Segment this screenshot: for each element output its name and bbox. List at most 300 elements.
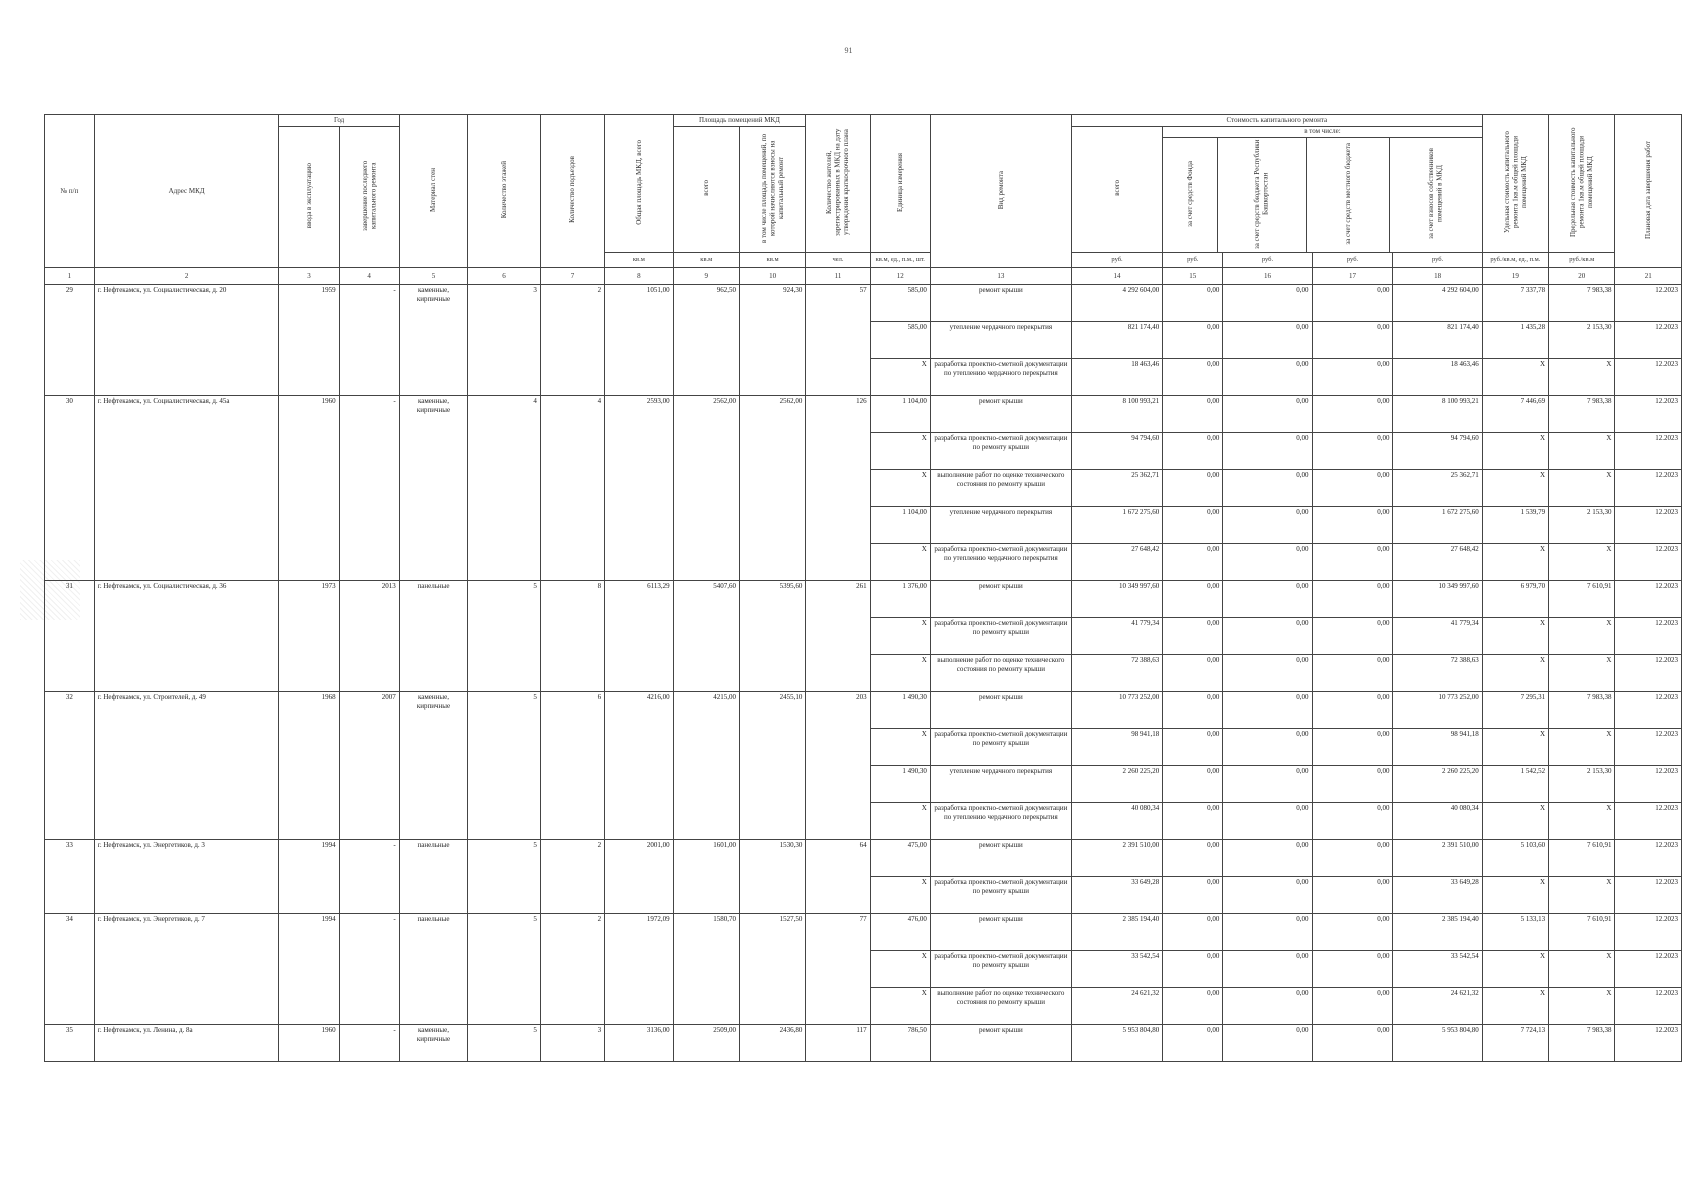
column-number: 14 — [1071, 268, 1162, 285]
cost-local-budget: 0,00 — [1312, 692, 1393, 729]
cost-local-budget: 0,00 — [1312, 322, 1393, 359]
column-number: 6 — [468, 268, 541, 285]
wall-material: каменные, кирпичные — [399, 692, 467, 840]
cost-total: 5 953 804,80 — [1071, 1025, 1162, 1062]
cost-local-budget: 0,00 — [1312, 433, 1393, 470]
work-unit: 786,50 — [870, 1025, 930, 1062]
cost-rb-budget: 0,00 — [1223, 581, 1312, 618]
cost-total: 94 794,60 — [1071, 433, 1162, 470]
fee-area: 5395,60 — [739, 581, 805, 692]
limit-cost: X — [1549, 951, 1615, 988]
page-number: 91 — [844, 46, 853, 55]
column-number: 13 — [930, 268, 1071, 285]
limit-cost: 7 983,38 — [1549, 396, 1615, 433]
limit-cost: X — [1549, 655, 1615, 692]
cost-total: 4 292 604,00 — [1071, 285, 1162, 322]
unit-owners: руб. — [1393, 253, 1482, 268]
column-number: 11 — [806, 268, 870, 285]
plan-date: 12.2023 — [1615, 470, 1682, 507]
cost-rb-budget: 0,00 — [1223, 1025, 1312, 1062]
plan-date: 12.2023 — [1615, 507, 1682, 544]
cost-fund: 0,00 — [1163, 544, 1223, 581]
limit-cost: X — [1549, 729, 1615, 766]
repair-type: выполнение работ по оценке технического состояния по ремонту крыши — [930, 470, 1071, 507]
year-built: 1960 — [279, 396, 339, 581]
cost-rb-budget: 0,00 — [1223, 359, 1312, 396]
cost-owners: 18 463,46 — [1393, 359, 1482, 396]
specific-cost: 5 133,13 — [1482, 914, 1548, 951]
cost-local-budget: 0,00 — [1312, 951, 1393, 988]
specific-cost: X — [1482, 470, 1548, 507]
cost-fund: 0,00 — [1163, 1025, 1223, 1062]
table-row — [45, 396, 1682, 433]
cost-fund: 0,00 — [1163, 840, 1223, 877]
cost-total: 33 649,28 — [1071, 877, 1162, 914]
cost-rb-budget: 0,00 — [1223, 433, 1312, 470]
premises-area: 1601,00 — [673, 840, 739, 914]
column-number-row — [45, 268, 1682, 285]
last-repair-year: 2007 — [339, 692, 399, 840]
work-unit: X — [870, 359, 930, 396]
specific-cost: X — [1482, 988, 1548, 1025]
table-row — [45, 581, 1682, 618]
hdr-area-all: всего — [673, 126, 739, 253]
last-repair-year: - — [339, 396, 399, 581]
year-built: 1973 — [279, 581, 339, 692]
unit-measure: кв.м, ед., п.м., шт. — [870, 253, 930, 268]
limit-cost: 7 610,91 — [1549, 914, 1615, 951]
specific-cost: 1 542,52 — [1482, 766, 1548, 803]
wall-material: панельные — [399, 581, 467, 692]
cost-fund: 0,00 — [1163, 655, 1223, 692]
cost-rb-budget: 0,00 — [1223, 877, 1312, 914]
column-number: 20 — [1549, 268, 1615, 285]
cost-rb-budget: 0,00 — [1223, 470, 1312, 507]
plan-date: 12.2023 — [1615, 581, 1682, 618]
specific-cost: 7 446,69 — [1482, 396, 1548, 433]
unit-total-area: кв.м — [605, 253, 673, 268]
residents-count: 126 — [806, 396, 870, 581]
table-row — [45, 914, 1682, 951]
limit-cost: X — [1549, 803, 1615, 840]
year-built: 1960 — [279, 1025, 339, 1062]
column-number: 3 — [279, 268, 339, 285]
limit-cost: X — [1549, 470, 1615, 507]
wall-material: панельные — [399, 840, 467, 914]
limit-cost: X — [1549, 618, 1615, 655]
specific-cost: X — [1482, 877, 1548, 914]
column-number: 9 — [673, 268, 739, 285]
cost-fund: 0,00 — [1163, 507, 1223, 544]
cost-rb-budget: 0,00 — [1223, 951, 1312, 988]
hdr-unit: Единица измерения — [870, 115, 930, 253]
repair-type: разработка проектно-сметной документации по ремонту крыши — [930, 618, 1071, 655]
cost-fund: 0,00 — [1163, 470, 1223, 507]
cost-total: 1 672 275,60 — [1071, 507, 1162, 544]
cost-owners: 41 779,34 — [1393, 618, 1482, 655]
residents-count: 203 — [806, 692, 870, 840]
year-built: 1994 — [279, 840, 339, 914]
cost-owners: 72 388,63 — [1393, 655, 1482, 692]
cost-rb-budget: 0,00 — [1223, 692, 1312, 729]
plan-date: 12.2023 — [1615, 655, 1682, 692]
hdr-fund: за счет средств Фонда — [1185, 160, 1194, 227]
entrances-count: 3 — [540, 1025, 604, 1062]
unit-rb: руб. — [1223, 253, 1312, 268]
cost-total: 821 174,40 — [1071, 322, 1162, 359]
specific-cost: 1 539,79 — [1482, 507, 1548, 544]
cost-owners: 4 292 604,00 — [1393, 285, 1482, 322]
work-unit: 585,00 — [870, 322, 930, 359]
wall-material: каменные, кирпичные — [399, 285, 467, 396]
floors-count: 5 — [468, 692, 541, 840]
cost-local-budget: 0,00 — [1312, 840, 1393, 877]
cost-local-budget: 0,00 — [1312, 655, 1393, 692]
column-number: 1 — [45, 268, 95, 285]
hdr-plan-date: Плановая дата завершения работ — [1615, 115, 1682, 268]
plan-date: 12.2023 — [1615, 285, 1682, 322]
work-unit: X — [870, 433, 930, 470]
work-unit: 1 490,30 — [870, 766, 930, 803]
cost-total: 40 080,34 — [1071, 803, 1162, 840]
cost-owners: 2 391 510,00 — [1393, 840, 1482, 877]
floors-count: 3 — [468, 285, 541, 396]
residents-count: 261 — [806, 581, 870, 692]
work-unit: 1 104,00 — [870, 396, 930, 433]
cost-rb-budget: 0,00 — [1223, 285, 1312, 322]
fee-area: 2455,10 — [739, 692, 805, 840]
total-area: 4216,00 — [605, 692, 673, 840]
cost-local-budget: 0,00 — [1312, 988, 1393, 1025]
hdr-cost-group: Стоимость капитального ремонта — [1071, 115, 1482, 127]
column-number: 17 — [1312, 268, 1393, 285]
plan-date: 12.2023 — [1615, 988, 1682, 1025]
premises-area: 2509,00 — [673, 1025, 739, 1062]
fee-area: 924,30 — [739, 285, 805, 396]
wall-material: каменные, кирпичные — [399, 396, 467, 581]
residents-count: 64 — [806, 840, 870, 914]
building-address: г. Нефтекамск, ул. Социалистическая, д. 20 — [94, 285, 279, 396]
cost-local-budget: 0,00 — [1312, 914, 1393, 951]
cost-rb-budget: 0,00 — [1223, 840, 1312, 877]
hdr-entrances: Количество подъездов — [540, 115, 604, 268]
limit-cost: 7 983,38 — [1549, 1025, 1615, 1062]
cost-fund: 0,00 — [1163, 359, 1223, 396]
specific-cost: X — [1482, 618, 1548, 655]
specific-cost: 5 103,60 — [1482, 840, 1548, 877]
entrances-count: 2 — [540, 285, 604, 396]
entrances-count: 4 — [540, 396, 604, 581]
cost-fund: 0,00 — [1163, 877, 1223, 914]
residents-count: 117 — [806, 1025, 870, 1062]
cost-fund: 0,00 — [1163, 729, 1223, 766]
work-unit: 475,00 — [870, 840, 930, 877]
repair-type: ремонт крыши — [930, 1025, 1071, 1062]
floors-count: 5 — [468, 840, 541, 914]
floors-count: 5 — [468, 914, 541, 1025]
limit-cost: 7 983,38 — [1549, 692, 1615, 729]
hdr-rb-budget: за счет средств бюджета Республики Башкортостан — [1253, 138, 1270, 249]
last-repair-year: - — [339, 840, 399, 914]
hdr-year-group: Год — [279, 115, 399, 127]
premises-area: 962,50 — [673, 285, 739, 396]
plan-date: 12.2023 — [1615, 692, 1682, 729]
unit-specific: руб./кв.м, ед., п.м. — [1482, 253, 1548, 268]
building-number: 30 — [45, 396, 95, 581]
work-unit: X — [870, 470, 930, 507]
cost-local-budget: 0,00 — [1312, 544, 1393, 581]
unit-limit: руб./кв.м — [1549, 253, 1615, 268]
entrances-count: 8 — [540, 581, 604, 692]
unit-residents: чел. — [806, 253, 870, 268]
work-unit: X — [870, 877, 930, 914]
repair-type: выполнение работ по оценке технического состояния по ремонту крыши — [930, 655, 1071, 692]
specific-cost: X — [1482, 544, 1548, 581]
column-number: 15 — [1163, 268, 1223, 285]
plan-date: 12.2023 — [1615, 396, 1682, 433]
cost-rb-budget: 0,00 — [1223, 914, 1312, 951]
entrances-count: 2 — [540, 840, 604, 914]
unit-local: руб. — [1312, 253, 1393, 268]
year-built: 1959 — [279, 285, 339, 396]
limit-cost: X — [1549, 877, 1615, 914]
cost-local-budget: 0,00 — [1312, 359, 1393, 396]
building-address: г. Нефтекамск, ул. Энергетиков, д. 7 — [94, 914, 279, 1025]
cost-rb-budget: 0,00 — [1223, 655, 1312, 692]
year-built: 1968 — [279, 692, 339, 840]
limit-cost: X — [1549, 544, 1615, 581]
plan-date: 12.2023 — [1615, 729, 1682, 766]
repair-type: разработка проектно-сметной документации по ремонту крыши — [930, 877, 1071, 914]
premises-area: 2562,00 — [673, 396, 739, 581]
total-area: 2593,00 — [605, 396, 673, 581]
hdr-year-built: ввода в эксплуатацию — [279, 126, 339, 268]
cost-rb-budget: 0,00 — [1223, 322, 1312, 359]
cost-total: 10 349 997,60 — [1071, 581, 1162, 618]
table-row — [45, 840, 1682, 877]
cost-local-budget: 0,00 — [1312, 729, 1393, 766]
specific-cost: 7 337,78 — [1482, 285, 1548, 322]
repair-type: разработка проектно-сметной документации по утеплению чердачного перекрытия — [930, 803, 1071, 840]
cost-fund: 0,00 — [1163, 692, 1223, 729]
repair-type: разработка проектно-сметной документации по утеплению чердачного перекрытия — [930, 544, 1071, 581]
cost-owners: 25 362,71 — [1393, 470, 1482, 507]
column-number: 7 — [540, 268, 604, 285]
cost-rb-budget: 0,00 — [1223, 396, 1312, 433]
specific-cost: X — [1482, 655, 1548, 692]
cost-local-budget: 0,00 — [1312, 507, 1393, 544]
cost-fund: 0,00 — [1163, 581, 1223, 618]
cost-rb-budget: 0,00 — [1223, 988, 1312, 1025]
hdr-repair-type: Вид ремонта — [930, 115, 1071, 268]
cost-fund: 0,00 — [1163, 914, 1223, 951]
cost-owners: 1 672 275,60 — [1393, 507, 1482, 544]
repair-type: ремонт крыши — [930, 396, 1071, 433]
hdr-area-fee: в том числе площадь помещений, по которой начисляются взносы на капитальный ремонт — [739, 126, 805, 253]
cost-owners: 2 385 194,40 — [1393, 914, 1482, 951]
cost-fund: 0,00 — [1163, 322, 1223, 359]
cost-total: 25 362,71 — [1071, 470, 1162, 507]
hdr-no: № п/п — [45, 115, 95, 268]
cost-fund: 0,00 — [1163, 285, 1223, 322]
cost-total: 33 542,54 — [1071, 951, 1162, 988]
cost-owners: 33 649,28 — [1393, 877, 1482, 914]
cost-total: 2 391 510,00 — [1071, 840, 1162, 877]
column-number: 18 — [1393, 268, 1482, 285]
work-unit: X — [870, 803, 930, 840]
cost-owners: 33 542,54 — [1393, 951, 1482, 988]
cost-owners: 8 100 993,21 — [1393, 396, 1482, 433]
cost-owners: 40 080,34 — [1393, 803, 1482, 840]
repair-type: разработка проектно-сметной документации по ремонту крыши — [930, 433, 1071, 470]
plan-date: 12.2023 — [1615, 433, 1682, 470]
floors-count: 5 — [468, 581, 541, 692]
year-built: 1994 — [279, 914, 339, 1025]
building-number: 35 — [45, 1025, 95, 1062]
repair-type: ремонт крыши — [930, 285, 1071, 322]
wall-material: каменные, кирпичные — [399, 1025, 467, 1062]
table-row — [45, 285, 1682, 322]
plan-date: 12.2023 — [1615, 618, 1682, 655]
cost-local-budget: 0,00 — [1312, 766, 1393, 803]
cost-local-budget: 0,00 — [1312, 877, 1393, 914]
cost-total: 41 779,34 — [1071, 618, 1162, 655]
repair-type: разработка проектно-сметной документации по ремонту крыши — [930, 729, 1071, 766]
entrances-count: 6 — [540, 692, 604, 840]
cost-rb-budget: 0,00 — [1223, 507, 1312, 544]
work-unit: 1 104,00 — [870, 507, 930, 544]
cost-owners: 10 773 252,00 — [1393, 692, 1482, 729]
plan-date: 12.2023 — [1615, 840, 1682, 877]
repair-type: ремонт крыши — [930, 840, 1071, 877]
hdr-residents: Количество жителей, зарегистрированных в МКД на дату утверждения краткосрочного плана — [806, 115, 870, 253]
floors-count: 4 — [468, 396, 541, 581]
repair-type: утепление чердачного перекрытия — [930, 322, 1071, 359]
repair-type: утепление чердачного перекрытия — [930, 766, 1071, 803]
repair-type: ремонт крыши — [930, 692, 1071, 729]
column-number: 4 — [339, 268, 399, 285]
cost-fund: 0,00 — [1163, 396, 1223, 433]
cost-local-budget: 0,00 — [1312, 803, 1393, 840]
last-repair-year: 2013 — [339, 581, 399, 692]
work-unit: X — [870, 951, 930, 988]
work-unit: 476,00 — [870, 914, 930, 951]
work-unit: X — [870, 729, 930, 766]
total-area: 1972,09 — [605, 914, 673, 1025]
cost-owners: 24 621,32 — [1393, 988, 1482, 1025]
cost-fund: 0,00 — [1163, 618, 1223, 655]
work-unit: X — [870, 618, 930, 655]
cost-local-budget: 0,00 — [1312, 396, 1393, 433]
specific-cost: X — [1482, 951, 1548, 988]
cost-total: 10 773 252,00 — [1071, 692, 1162, 729]
repair-type: утепление чердачного перекрытия — [930, 507, 1071, 544]
cost-fund: 0,00 — [1163, 766, 1223, 803]
hdr-owners: за счет взносов собственников помещений в МКД — [1427, 148, 1444, 239]
hdr-local-budget: за счет средств местного бюджета — [1343, 142, 1352, 245]
work-unit: X — [870, 544, 930, 581]
building-address: г. Нефтекамск, ул. Ленина, д. 8а — [94, 1025, 279, 1062]
cost-total: 8 100 993,21 — [1071, 396, 1162, 433]
limit-cost: 2 153,30 — [1549, 507, 1615, 544]
repair-type: разработка проектно-сметной документации по утеплению чердачного перекрытия — [930, 359, 1071, 396]
total-area: 1051,00 — [605, 285, 673, 396]
work-unit: 1 490,30 — [870, 692, 930, 729]
cost-local-budget: 0,00 — [1312, 581, 1393, 618]
cost-total: 27 648,42 — [1071, 544, 1162, 581]
plan-date: 12.2023 — [1615, 359, 1682, 396]
cost-owners: 821 174,40 — [1393, 322, 1482, 359]
repair-type: выполнение работ по оценке технического состояния по ремонту крыши — [930, 988, 1071, 1025]
column-number: 21 — [1615, 268, 1682, 285]
fee-area: 2562,00 — [739, 396, 805, 581]
last-repair-year: - — [339, 914, 399, 1025]
building-number: 33 — [45, 840, 95, 914]
work-unit: X — [870, 988, 930, 1025]
cost-rb-budget: 0,00 — [1223, 544, 1312, 581]
hdr-walls: Материал стен — [399, 115, 467, 268]
premises-area: 4215,00 — [673, 692, 739, 840]
cost-rb-budget: 0,00 — [1223, 803, 1312, 840]
cost-owners: 98 941,18 — [1393, 729, 1482, 766]
cost-total: 2 385 194,40 — [1071, 914, 1162, 951]
plan-date: 12.2023 — [1615, 766, 1682, 803]
unit-area-all: кв.м — [673, 253, 739, 268]
cost-total: 72 388,63 — [1071, 655, 1162, 692]
hdr-incl: в том числе: за счет средств Фонда за счет средств бюджета Республики Башкортостан за счет средств местного бюджета за счет взносов собственников помещений в МКД — [1163, 126, 1483, 253]
cost-rb-budget: 0,00 — [1223, 766, 1312, 803]
total-area: 3136,00 — [605, 1025, 673, 1062]
plan-date: 12.2023 — [1615, 803, 1682, 840]
unit-cost-total: руб. — [1071, 253, 1162, 268]
unit-area-fee: кв.м — [739, 253, 805, 268]
premises-area: 1580,70 — [673, 914, 739, 1025]
entrances-count: 2 — [540, 914, 604, 1025]
cost-local-budget: 0,00 — [1312, 285, 1393, 322]
work-unit: 1 376,00 — [870, 581, 930, 618]
building-number: 34 — [45, 914, 95, 1025]
building-address: г. Нефтекамск, ул. Строителей, д. 49 — [94, 692, 279, 840]
table-body — [45, 285, 1682, 1062]
repair-type: разработка проектно-сметной документации по ремонту крыши — [930, 951, 1071, 988]
residents-count: 57 — [806, 285, 870, 396]
last-repair-year: - — [339, 285, 399, 396]
fee-area: 2436,80 — [739, 1025, 805, 1062]
limit-cost: 7 983,38 — [1549, 285, 1615, 322]
residents-count: 77 — [806, 914, 870, 1025]
plan-date: 12.2023 — [1615, 877, 1682, 914]
work-unit: X — [870, 655, 930, 692]
specific-cost: 1 435,28 — [1482, 322, 1548, 359]
wall-material: панельные — [399, 914, 467, 1025]
plan-date: 12.2023 — [1615, 951, 1682, 988]
hdr-address: Адрес МКД — [94, 115, 279, 268]
hdr-specific-cost: Удельная стоимость капитального ремонта 1кв.м общей площади помещений МКД — [1482, 115, 1548, 253]
hdr-total-area: Общая площадь МКД, всего — [605, 115, 673, 253]
specific-cost: X — [1482, 359, 1548, 396]
table-row — [45, 692, 1682, 729]
building-address: г. Нефтекамск, ул. Социалистическая, д. 36 — [94, 581, 279, 692]
total-area: 6113,29 — [605, 581, 673, 692]
cost-local-budget: 0,00 — [1312, 470, 1393, 507]
work-unit: 585,00 — [870, 285, 930, 322]
limit-cost: 2 153,30 — [1549, 766, 1615, 803]
hdr-last-repair: завершение последнего капитального ремонта — [339, 126, 399, 268]
plan-date: 12.2023 — [1615, 322, 1682, 359]
building-number: 32 — [45, 692, 95, 840]
cost-total: 98 941,18 — [1071, 729, 1162, 766]
repair-type: ремонт крыши — [930, 914, 1071, 951]
